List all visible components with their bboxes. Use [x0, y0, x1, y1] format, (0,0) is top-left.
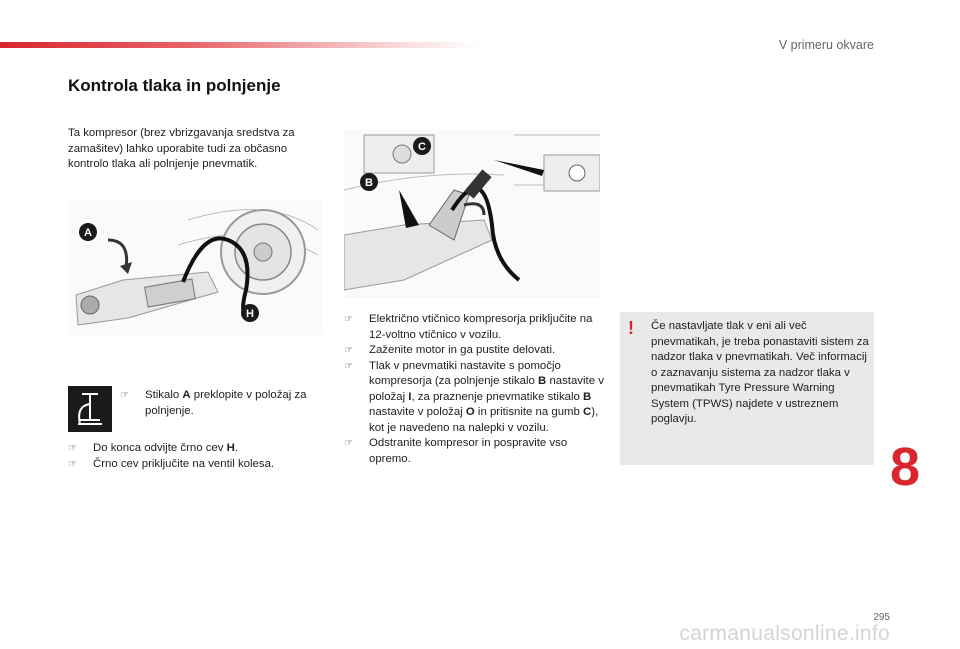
svg-text:H: H [246, 308, 254, 320]
chapter-number: 8 [890, 437, 921, 497]
switch-step-list [120, 388, 320, 419]
intro-paragraph: Ta kompresor (brez vbrizgavanja sredstva za zamašitev) lahko uporabite tudi za občasno kontrolo tlaka ali polnjenje pnevmatik. [68, 127, 295, 170]
list-item: ☞ Črno cev priključite na ventil kolesa. [68, 457, 328, 473]
hose-step-list [68, 441, 328, 472]
label-b-marker [360, 173, 378, 191]
label-h-marker [241, 304, 259, 322]
header-accent-bar [0, 42, 480, 48]
svg-text:C: C [418, 141, 426, 153]
label-a-marker [79, 223, 97, 241]
label-c-marker [413, 137, 431, 155]
compressor-socket-illustration [344, 130, 600, 298]
tyre-pump-icon [68, 386, 112, 432]
page-number: 295 [873, 612, 890, 623]
chapter-title: V primeru okvare [778, 38, 874, 52]
warning-note-text: Če nastavljate tlak v eni ali več pnevmatikah, je treba ponastaviti sistem za nadzor tlaka v pnevmatikah. Več informacij o zaznavanju sistema za nadzor tlaka v pnevmatikah Tyre Pressure Warning System (TPWS) najdete v ustreznem poglavju. [651, 320, 869, 425]
list-item: ☞ Tlak v pnevmatiki nastavite s pomočjo kompresorja (za polnjenje stikalo B nastavite v položaj I, za praznenje pnevmatike stikalo B nastavite v položaj O in pritisnite na gumb C), kot je navedeno na nalepki v vozilu. [344, 359, 604, 437]
wheel-icon [221, 210, 305, 294]
list-item: ☞ Stikalo A preklopite v položaj za polnjenje. [120, 388, 320, 419]
watermark: carmanualsonline.info [679, 622, 890, 645]
svg-text:B: B [365, 177, 373, 189]
list-item: ☞ Električno vtičnico kompresorja priključite na 12-voltno vtičnico v vozilu. [344, 312, 604, 343]
compressor-wheel-illustration [68, 200, 323, 335]
svg-text:A: A [84, 227, 92, 239]
procedure-step-list [344, 312, 604, 467]
page-title: Kontrola tlaka in polnjenje [68, 76, 281, 95]
list-item: ☞ Zaženite motor in ga pustite delovati. [344, 343, 604, 359]
list-item: ☞ Do konca odvijte črno cev H. [68, 441, 328, 457]
compressor-unit [76, 272, 218, 325]
warning-icon: ! [628, 318, 634, 338]
list-item: ☞ Odstranite kompresor in pospravite vso opremo. [344, 436, 604, 467]
warning-note-box [620, 312, 874, 465]
